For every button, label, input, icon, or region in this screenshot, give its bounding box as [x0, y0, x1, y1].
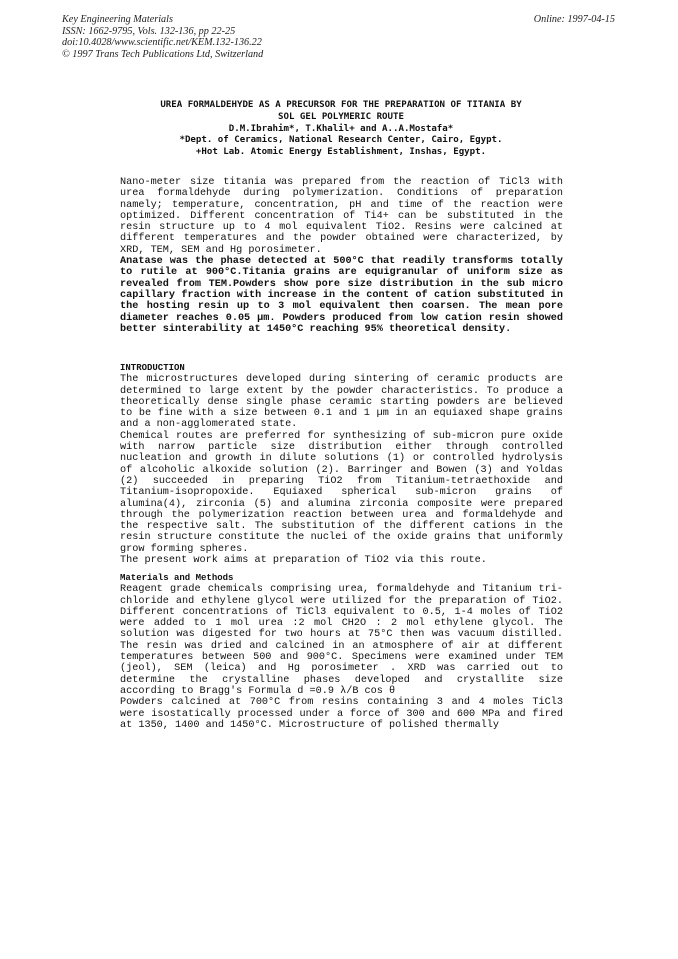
abstract-bold-text: Anatase was the phase detected at 500°C that readily transforms totally to rutile at 900°C.Titania grains are equigranular of uniform size as revealed from TEM.Powders show pore size distribution in the sub micro capillary fraction with increase in the content of cation substituted in the hosting resin up to 3 mol equivalent then coarsen. The mean pore diameter reaches 0.05 µm. Powders produced from low cation resin showed better sinterability at 1450°C reaching 95% theoretical density. — [120, 256, 563, 335]
methods-section — [120, 573, 563, 731]
introduction-paragraph-2: Chemical routes are preferred for synthesizing of sub-micron pure oxide with narrow particle size distribution either through controlled nucleation and growth in dilute solutions (1) or controlled hydrolysis of alcoholic alkoxide solution (2). Barringer and Bowen (3) and Yoldas (2) succeeded in preparing TiO2 from Titanium-tetraethoxide and Titanium-isopropoxide. Equiaxed spherical sub-micron grains of alumina(4), zirconia (5) and alumina zirconia composite were prepared through the polymerization reaction between urea and formaldehyde and the respective salt. The substitution of the different cations in the resin structure constitute the nuclei of the oxide grains that uniformly grow forming spheres. — [120, 430, 563, 555]
title-line-1: UREA FORMALDEHYDE AS A PRECURSOR FOR THE PREPARATION OF TITANIA BY — [160, 100, 522, 110]
online-date: Online: 1997-04-15 — [533, 14, 615, 25]
affiliation-2: +Hot Lab. Atomic Energy Establishment, Inshas, Egypt. — [195, 147, 487, 158]
copyright-line: © 1997 Trans Tech Publications Ltd, Switzerland — [62, 48, 264, 60]
doi-line: doi:10.4028/www.scientific.net/KEM.132-136.22 — [62, 37, 262, 49]
introduction-paragraph-1: The microstructures developed during sintering of ceramic products are determined to large extent by the powder characteristics. To produce a theoretically dense single phase ceramic starting powders are believed to be fine with a size between 0.1 and 1 µm in an equiaxed shape grains and a non-agglomerated state. — [120, 374, 563, 431]
online-date-header — [534, 14, 615, 26]
methods-heading: Materials and Methods — [120, 573, 234, 583]
journal-name: Key Engineering Materials — [62, 14, 173, 25]
issn-line: ISSN: 1662-9795, Vols. 132-136, pp 22-25 — [62, 25, 236, 37]
methods-paragraph-1: Reagent grade chemicals comprising urea, formaldehyde and Titanium tri-chloride and ethylene glycol were utilized for the preparation of TiO2. Different concentrations of TiCl3 equivalent to 0.5, 1-4 moles of TiO2 were added to 1 mol urea :2 mol CH2O : 2 mol ethylene glycol. The solution was digested for two hours at 75°C then was vacuum distilled. The resin was dried and calcined in an atmosphere of air at different temperatures between 500 and 900°C. Specimens were examined under TEM (jeol), SEM (leica) and Hg porosimeter . XRD was carried out to determine the crystalline phases developed and crystallite size according to Bragg's Formula d =0.9 λ/B cos θ — [120, 584, 563, 697]
title-line-2: SOL GEL POLYMERIC ROUTE — [278, 111, 404, 122]
introduction-paragraph-3: The present work aims at preparation of TiO2 via this route. — [120, 555, 487, 567]
introduction-heading: INTRODUCTION — [120, 363, 185, 373]
affiliation-1: *Dept. of Ceramics, National Research Center, Cairo, Egypt. — [179, 135, 503, 146]
authors: D.M.Ibrahim*, T.Khalil+ and A..A.Mostafa* — [228, 123, 454, 134]
journal-header — [62, 14, 263, 60]
abstract — [120, 177, 563, 335]
introduction-section — [120, 363, 563, 566]
abstract-text: Nano-meter size titania was prepared from the reaction of TiCl3 with urea formaldehyde during polymerization. Conditions of preparation namely; temperature, concentration, pH and time of the reaction were optimized. Different concentration of Ti4+ can be substituted in the resin structure up to 4 mol equivalent TiO2. Resins were calcined at different temperatures and the powder obtained were characterized, by XRD, TEM, SEM and Hg porosimeter. — [120, 177, 563, 256]
methods-paragraph-2: Powders calcined at 700°C from resins containing 3 and 4 moles TiCl3 were isostatically processed under a force of 300 and 600 MPa and fired at 1350, 1400 and 1450°C. Microstructure of polished thermally — [120, 697, 563, 731]
title-block — [118, 100, 564, 159]
